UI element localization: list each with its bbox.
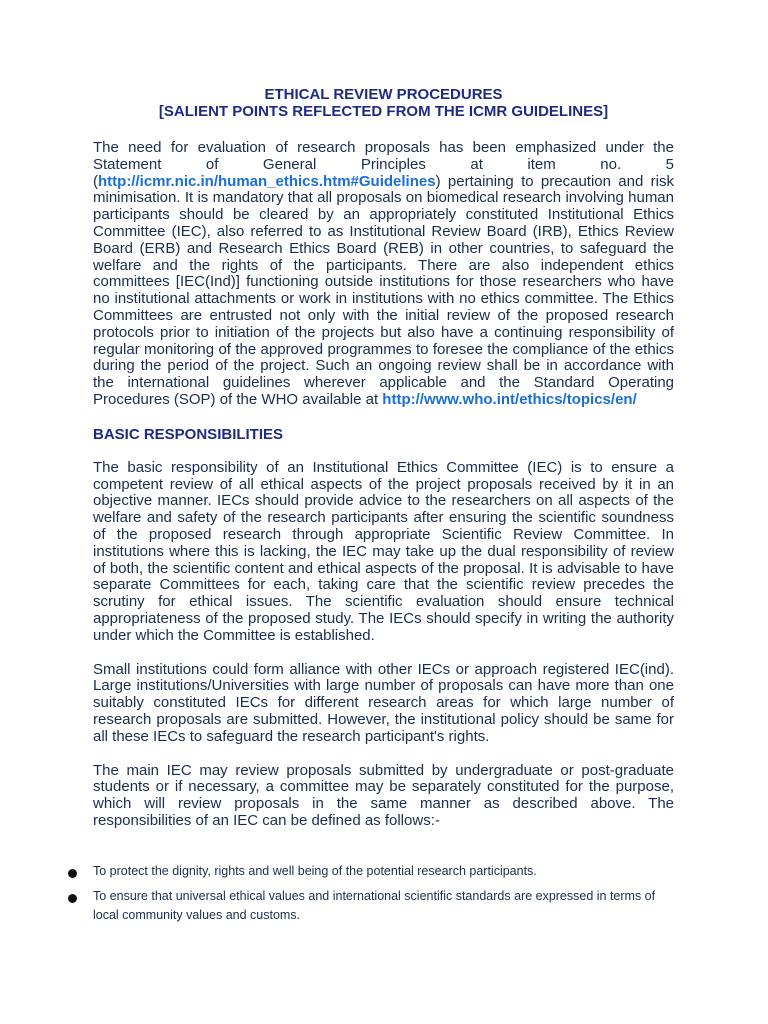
intro-text-2: ) pertaining to precaution and risk minimisation. It is mandatory that all proposals on biomedical research involving human participants should be cleared by an appropriately constituted Institutional Ethics Committee (IEC), also referred to as Institutional Review Board (IRB), Ethics Review Board (ERB) and Research Ethics Board (REB) in other countries, to safeguard the welfare and the rights of the participants. There are also independent ethics committees [IEC(Ind)] functioning outside institutions for those researchers who have no institutional attachments or work in institutions with no ethics committee. The Ethics Committees are entrusted not only with the initial review of the proposed research protocols prior to initiation of the projects but also have a continuing responsibility of regular monitoring of the approved programmes to foresee the compliance of the ethics during the period of the project. Such an ongoing review shall be in accordance with the international guidelines wherever applicable and the Standard Operating Procedures (SOP) of the WHO available at: [93, 172, 674, 408]
paragraph-main-iec: The main IEC may review proposals submitted by undergraduate or post-graduate students or if necessary, a committee may be separately constituted for the purpose, which will review proposals in the same manner as described above. The responsibilities of an IEC can be defined as follows:-: [93, 761, 674, 829]
section-heading: BASIC RESPONSIBILITIES: [93, 425, 284, 443]
list-item-text: To protect the dignity, rights and well being of the potential research participants.: [93, 864, 537, 878]
list-item-text: To ensure that universal ethical values and international scientific standards are expressed in terms of local community values and customs.: [93, 889, 656, 922]
list-item: [68, 887, 678, 925]
paragraph-basic-responsibility: The basic responsibility of an Institutional Ethics Committee (IEC) is to ensure a competent review of all ethical aspects of the project proposals received by it in an objective manner. IECs should provide advice to the researchers on all aspects of the welfare and safety of the research participants after ensuring the scientific soundness of the proposed research through appropriate Scientific Review Committee. In institutions where this is lacking, the IEC may take up the dual responsibility of review of both, the scientific content and ethical aspects of the proposal. It is advisable to have separate Committees for each, taking care that the scientific review precedes the scrutiny for ethical issues. The scientific evaluation should ensure technical appropriateness of the proposed study. The IECs should specify in writing the authority under which the Committee is established.: [93, 458, 674, 644]
document-page: [93, 86, 674, 830]
icmr-guidelines-link[interactable]: http://icmr.nic.in/human_ethics.htm#Guidelines: [98, 172, 436, 190]
title-line-1: ETHICAL REVIEW PROCEDURES: [264, 86, 503, 103]
paragraph-small-institutions: Small institutions could form alliance with other IECs or approach registered IEC(ind). Large institutions/Universities with large number of proposals can have more than one suitably constituted IECs for different research areas for which large number of research proposals are submitted. However, the institutional policy should be same for all these IECs to safeguard the research participant's rights.: [93, 660, 674, 745]
title-line-2: [SALIENT POINTS REFLECTED FROM THE ICMR GUIDELINES]: [158, 103, 609, 120]
list-item: [68, 862, 678, 881]
bullet-icon: [68, 894, 77, 903]
intro-text-1: The need for evaluation of research proposals has been emphasized under the Statement of General Principles at item no. 5 (: [93, 139, 674, 190]
intro-paragraph: [93, 140, 674, 409]
document-title: [93, 86, 674, 120]
who-ethics-link[interactable]: http://www.who.int/ethics/topics/en/: [382, 390, 637, 408]
responsibilities-list: [68, 862, 678, 931]
bullet-icon: [68, 869, 77, 878]
